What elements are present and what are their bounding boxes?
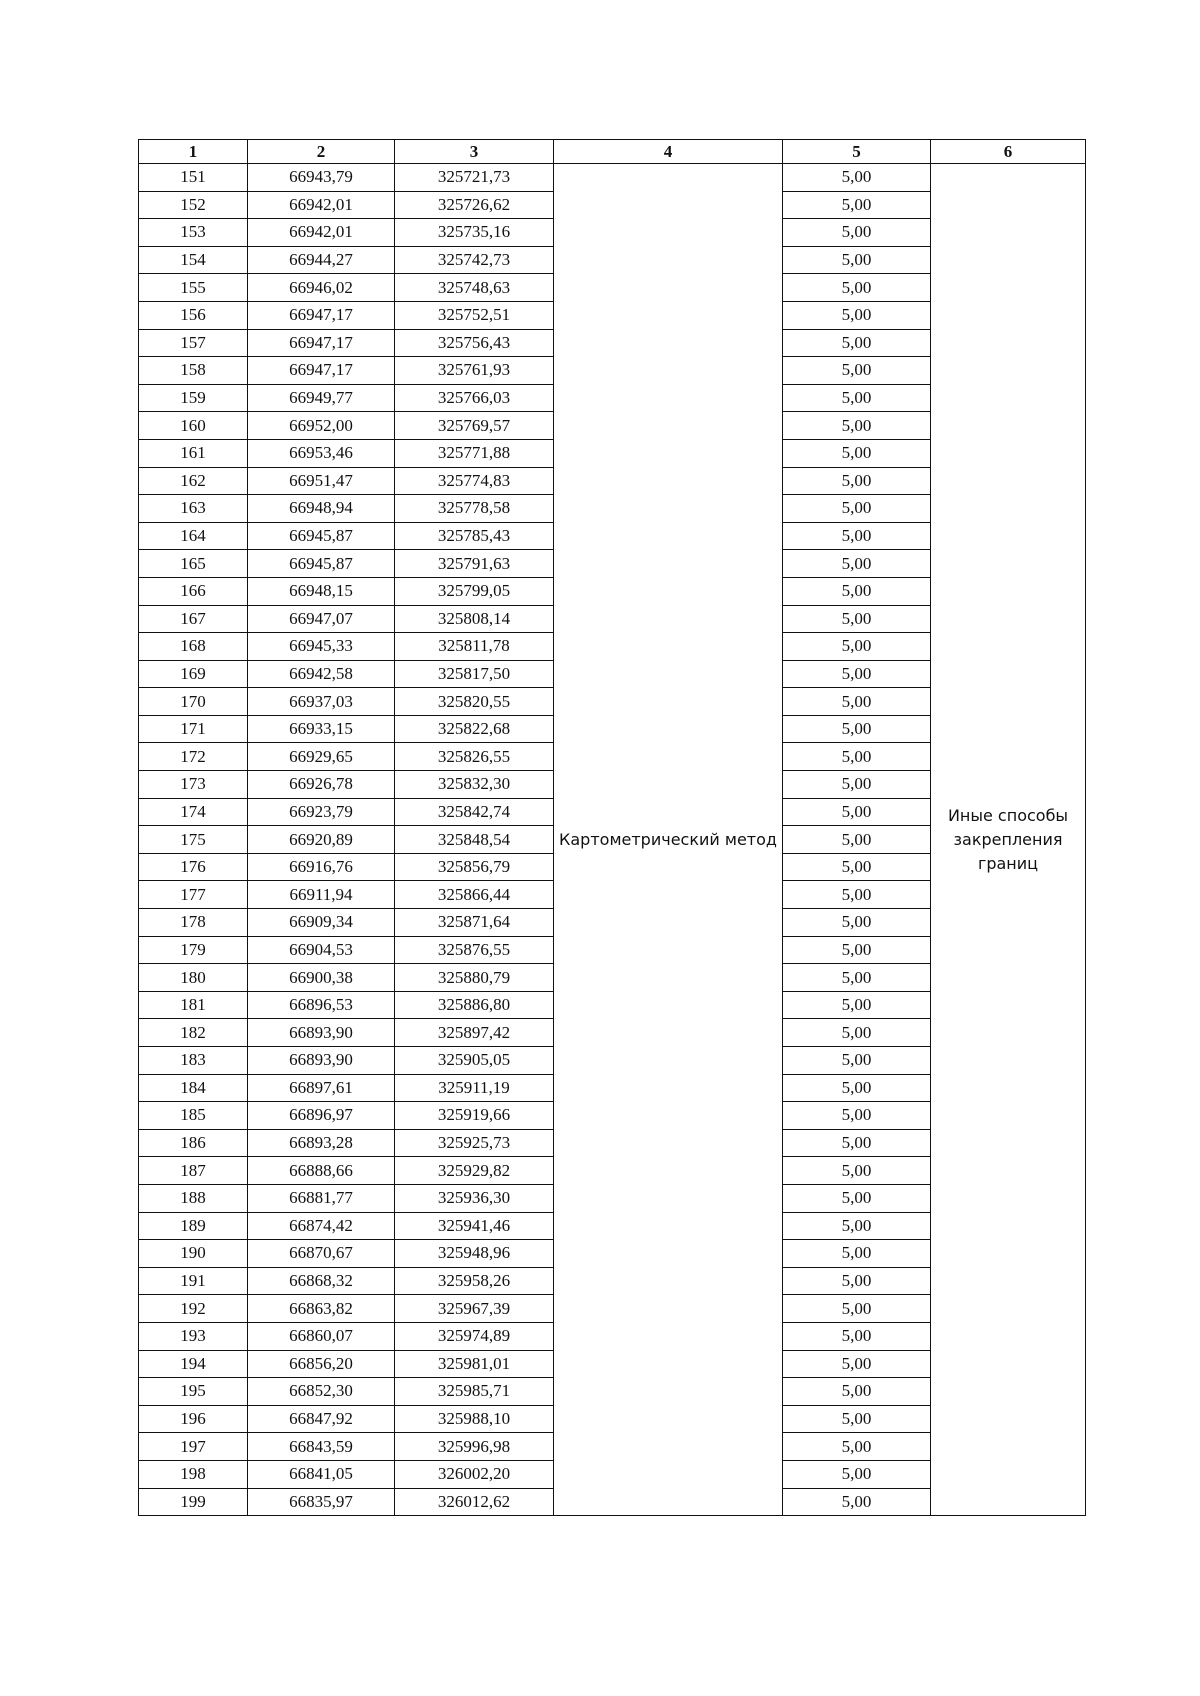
accuracy-cell: 5,00 bbox=[783, 1433, 931, 1461]
y-coordinate-cell: 325981,01 bbox=[395, 1350, 554, 1378]
x-coordinate-cell: 66893,90 bbox=[248, 1047, 395, 1075]
x-coordinate-cell: 66937,03 bbox=[248, 688, 395, 716]
x-coordinate-cell: 66942,01 bbox=[248, 191, 395, 219]
y-coordinate-cell: 325799,05 bbox=[395, 577, 554, 605]
y-coordinate-cell: 325826,55 bbox=[395, 743, 554, 771]
point-number-cell: 196 bbox=[139, 1405, 248, 1433]
accuracy-cell: 5,00 bbox=[783, 384, 931, 412]
accuracy-cell: 5,00 bbox=[783, 936, 931, 964]
x-coordinate-cell: 66841,05 bbox=[248, 1460, 395, 1488]
point-number-cell: 168 bbox=[139, 633, 248, 661]
accuracy-cell: 5,00 bbox=[783, 853, 931, 881]
header-col-5: 5 bbox=[783, 140, 931, 164]
point-number-cell: 176 bbox=[139, 853, 248, 881]
x-coordinate-cell: 66860,07 bbox=[248, 1322, 395, 1350]
y-coordinate-cell: 325911,19 bbox=[395, 1074, 554, 1102]
y-coordinate-cell: 325774,83 bbox=[395, 467, 554, 495]
point-number-cell: 171 bbox=[139, 715, 248, 743]
point-number-cell: 161 bbox=[139, 439, 248, 467]
accuracy-cell: 5,00 bbox=[783, 1184, 931, 1212]
accuracy-cell: 5,00 bbox=[783, 577, 931, 605]
y-coordinate-cell: 325948,96 bbox=[395, 1240, 554, 1268]
accuracy-cell: 5,00 bbox=[783, 688, 931, 716]
y-coordinate-cell: 325735,16 bbox=[395, 219, 554, 247]
y-coordinate-cell: 325842,74 bbox=[395, 798, 554, 826]
point-number-cell: 183 bbox=[139, 1047, 248, 1075]
x-coordinate-cell: 66856,20 bbox=[248, 1350, 395, 1378]
y-coordinate-cell: 325848,54 bbox=[395, 826, 554, 854]
accuracy-cell: 5,00 bbox=[783, 1488, 931, 1516]
point-number-cell: 197 bbox=[139, 1433, 248, 1461]
point-number-cell: 178 bbox=[139, 909, 248, 937]
x-coordinate-cell: 66896,53 bbox=[248, 991, 395, 1019]
x-coordinate-cell: 66945,33 bbox=[248, 633, 395, 661]
accuracy-cell: 5,00 bbox=[783, 495, 931, 523]
point-number-cell: 153 bbox=[139, 219, 248, 247]
y-coordinate-cell: 325820,55 bbox=[395, 688, 554, 716]
accuracy-cell: 5,00 bbox=[783, 219, 931, 247]
point-number-cell: 162 bbox=[139, 467, 248, 495]
accuracy-cell: 5,00 bbox=[783, 1322, 931, 1350]
y-coordinate-cell: 325919,66 bbox=[395, 1102, 554, 1130]
y-coordinate-cell: 325866,44 bbox=[395, 881, 554, 909]
x-coordinate-cell: 66953,46 bbox=[248, 439, 395, 467]
point-number-cell: 159 bbox=[139, 384, 248, 412]
y-coordinate-cell: 325958,26 bbox=[395, 1267, 554, 1295]
x-coordinate-cell: 66947,07 bbox=[248, 605, 395, 633]
table-body bbox=[139, 164, 1086, 1516]
accuracy-cell: 5,00 bbox=[783, 467, 931, 495]
y-coordinate-cell: 325876,55 bbox=[395, 936, 554, 964]
point-number-cell: 180 bbox=[139, 964, 248, 992]
accuracy-cell: 5,00 bbox=[783, 191, 931, 219]
point-number-cell: 155 bbox=[139, 274, 248, 302]
x-coordinate-cell: 66847,92 bbox=[248, 1405, 395, 1433]
x-coordinate-cell: 66947,17 bbox=[248, 329, 395, 357]
y-coordinate-cell: 325822,68 bbox=[395, 715, 554, 743]
accuracy-cell: 5,00 bbox=[783, 1267, 931, 1295]
y-coordinate-cell: 325785,43 bbox=[395, 522, 554, 550]
y-coordinate-cell: 325761,93 bbox=[395, 357, 554, 385]
accuracy-cell: 5,00 bbox=[783, 1212, 931, 1240]
accuracy-cell: 5,00 bbox=[783, 1240, 931, 1268]
y-coordinate-cell: 325766,03 bbox=[395, 384, 554, 412]
y-coordinate-cell: 325988,10 bbox=[395, 1405, 554, 1433]
accuracy-cell: 5,00 bbox=[783, 771, 931, 799]
header-col-1: 1 bbox=[139, 140, 248, 164]
accuracy-cell: 5,00 bbox=[783, 964, 931, 992]
accuracy-cell: 5,00 bbox=[783, 550, 931, 578]
y-coordinate-cell: 325778,58 bbox=[395, 495, 554, 523]
table-header-row bbox=[139, 140, 1086, 164]
point-number-cell: 173 bbox=[139, 771, 248, 799]
accuracy-cell: 5,00 bbox=[783, 826, 931, 854]
point-number-cell: 174 bbox=[139, 798, 248, 826]
header-col-3: 3 bbox=[395, 140, 554, 164]
accuracy-cell: 5,00 bbox=[783, 1405, 931, 1433]
y-coordinate-cell: 325985,71 bbox=[395, 1378, 554, 1406]
accuracy-cell: 5,00 bbox=[783, 1047, 931, 1075]
y-coordinate-cell: 325832,30 bbox=[395, 771, 554, 799]
accuracy-cell: 5,00 bbox=[783, 605, 931, 633]
x-coordinate-cell: 66923,79 bbox=[248, 798, 395, 826]
y-coordinate-cell: 325967,39 bbox=[395, 1295, 554, 1323]
y-coordinate-cell: 325771,88 bbox=[395, 439, 554, 467]
point-number-cell: 190 bbox=[139, 1240, 248, 1268]
y-coordinate-cell: 325974,89 bbox=[395, 1322, 554, 1350]
x-coordinate-cell: 66843,59 bbox=[248, 1433, 395, 1461]
point-number-cell: 166 bbox=[139, 577, 248, 605]
accuracy-cell: 5,00 bbox=[783, 274, 931, 302]
point-number-cell: 156 bbox=[139, 301, 248, 329]
x-coordinate-cell: 66868,32 bbox=[248, 1267, 395, 1295]
accuracy-cell: 5,00 bbox=[783, 1460, 931, 1488]
x-coordinate-cell: 66870,67 bbox=[248, 1240, 395, 1268]
y-coordinate-cell: 325897,42 bbox=[395, 1019, 554, 1047]
accuracy-cell: 5,00 bbox=[783, 1378, 931, 1406]
y-coordinate-cell: 325756,43 bbox=[395, 329, 554, 357]
x-coordinate-cell: 66897,61 bbox=[248, 1074, 395, 1102]
x-coordinate-cell: 66916,76 bbox=[248, 853, 395, 881]
accuracy-cell: 5,00 bbox=[783, 1102, 931, 1130]
point-number-cell: 170 bbox=[139, 688, 248, 716]
point-number-cell: 199 bbox=[139, 1488, 248, 1516]
accuracy-cell: 5,00 bbox=[783, 1129, 931, 1157]
header-col-4: 4 bbox=[554, 140, 783, 164]
point-number-cell: 198 bbox=[139, 1460, 248, 1488]
x-coordinate-cell: 66893,90 bbox=[248, 1019, 395, 1047]
x-coordinate-cell: 66909,34 bbox=[248, 909, 395, 937]
x-coordinate-cell: 66926,78 bbox=[248, 771, 395, 799]
point-number-cell: 167 bbox=[139, 605, 248, 633]
accuracy-cell: 5,00 bbox=[783, 991, 931, 1019]
accuracy-cell: 5,00 bbox=[783, 1157, 931, 1185]
x-coordinate-cell: 66948,94 bbox=[248, 495, 395, 523]
y-coordinate-cell: 325817,50 bbox=[395, 660, 554, 688]
y-coordinate-cell: 326012,62 bbox=[395, 1488, 554, 1516]
x-coordinate-cell: 66943,79 bbox=[248, 164, 395, 192]
point-number-cell: 181 bbox=[139, 991, 248, 1019]
point-number-cell: 182 bbox=[139, 1019, 248, 1047]
point-number-cell: 191 bbox=[139, 1267, 248, 1295]
point-number-cell: 194 bbox=[139, 1350, 248, 1378]
x-coordinate-cell: 66904,53 bbox=[248, 936, 395, 964]
x-coordinate-cell: 66951,47 bbox=[248, 467, 395, 495]
point-number-cell: 158 bbox=[139, 357, 248, 385]
x-coordinate-cell: 66952,00 bbox=[248, 412, 395, 440]
point-number-cell: 175 bbox=[139, 826, 248, 854]
accuracy-cell: 5,00 bbox=[783, 164, 931, 192]
accuracy-cell: 5,00 bbox=[783, 798, 931, 826]
table-row bbox=[139, 164, 1086, 192]
point-number-cell: 157 bbox=[139, 329, 248, 357]
x-coordinate-cell: 66945,87 bbox=[248, 522, 395, 550]
y-coordinate-cell: 325748,63 bbox=[395, 274, 554, 302]
accuracy-cell: 5,00 bbox=[783, 412, 931, 440]
x-coordinate-cell: 66942,58 bbox=[248, 660, 395, 688]
y-coordinate-cell: 325752,51 bbox=[395, 301, 554, 329]
header-col-6: 6 bbox=[931, 140, 1086, 164]
y-coordinate-cell: 325742,73 bbox=[395, 246, 554, 274]
y-coordinate-cell: 325808,14 bbox=[395, 605, 554, 633]
y-coordinate-cell: 325769,57 bbox=[395, 412, 554, 440]
x-coordinate-cell: 66900,38 bbox=[248, 964, 395, 992]
y-coordinate-cell: 325905,05 bbox=[395, 1047, 554, 1075]
point-number-cell: 179 bbox=[139, 936, 248, 964]
y-coordinate-cell: 326002,20 bbox=[395, 1460, 554, 1488]
x-coordinate-cell: 66881,77 bbox=[248, 1184, 395, 1212]
point-number-cell: 186 bbox=[139, 1129, 248, 1157]
accuracy-cell: 5,00 bbox=[783, 909, 931, 937]
x-coordinate-cell: 66942,01 bbox=[248, 219, 395, 247]
x-coordinate-cell: 66893,28 bbox=[248, 1129, 395, 1157]
y-coordinate-cell: 325925,73 bbox=[395, 1129, 554, 1157]
x-coordinate-cell: 66920,89 bbox=[248, 826, 395, 854]
accuracy-cell: 5,00 bbox=[783, 881, 931, 909]
x-coordinate-cell: 66863,82 bbox=[248, 1295, 395, 1323]
x-coordinate-cell: 66911,94 bbox=[248, 881, 395, 909]
coordinates-table bbox=[138, 139, 1086, 1516]
y-coordinate-cell: 325936,30 bbox=[395, 1184, 554, 1212]
point-number-cell: 189 bbox=[139, 1212, 248, 1240]
fixing-method-cell: Иные способы закрепления границ bbox=[931, 164, 1086, 1516]
y-coordinate-cell: 325880,79 bbox=[395, 964, 554, 992]
accuracy-cell: 5,00 bbox=[783, 1295, 931, 1323]
x-coordinate-cell: 66874,42 bbox=[248, 1212, 395, 1240]
x-coordinate-cell: 66888,66 bbox=[248, 1157, 395, 1185]
point-number-cell: 163 bbox=[139, 495, 248, 523]
y-coordinate-cell: 325811,78 bbox=[395, 633, 554, 661]
point-number-cell: 188 bbox=[139, 1184, 248, 1212]
x-coordinate-cell: 66852,30 bbox=[248, 1378, 395, 1406]
point-number-cell: 164 bbox=[139, 522, 248, 550]
point-number-cell: 195 bbox=[139, 1378, 248, 1406]
accuracy-cell: 5,00 bbox=[783, 246, 931, 274]
header-col-2: 2 bbox=[248, 140, 395, 164]
y-coordinate-cell: 325791,63 bbox=[395, 550, 554, 578]
x-coordinate-cell: 66949,77 bbox=[248, 384, 395, 412]
method-cell: Картометрический метод bbox=[554, 164, 783, 1516]
point-number-cell: 193 bbox=[139, 1322, 248, 1350]
accuracy-cell: 5,00 bbox=[783, 301, 931, 329]
accuracy-cell: 5,00 bbox=[783, 522, 931, 550]
accuracy-cell: 5,00 bbox=[783, 633, 931, 661]
accuracy-cell: 5,00 bbox=[783, 1019, 931, 1047]
point-number-cell: 169 bbox=[139, 660, 248, 688]
x-coordinate-cell: 66835,97 bbox=[248, 1488, 395, 1516]
accuracy-cell: 5,00 bbox=[783, 743, 931, 771]
x-coordinate-cell: 66933,15 bbox=[248, 715, 395, 743]
y-coordinate-cell: 325886,80 bbox=[395, 991, 554, 1019]
y-coordinate-cell: 325856,79 bbox=[395, 853, 554, 881]
point-number-cell: 165 bbox=[139, 550, 248, 578]
x-coordinate-cell: 66896,97 bbox=[248, 1102, 395, 1130]
x-coordinate-cell: 66948,15 bbox=[248, 577, 395, 605]
y-coordinate-cell: 325941,46 bbox=[395, 1212, 554, 1240]
x-coordinate-cell: 66947,17 bbox=[248, 357, 395, 385]
accuracy-cell: 5,00 bbox=[783, 660, 931, 688]
point-number-cell: 160 bbox=[139, 412, 248, 440]
accuracy-cell: 5,00 bbox=[783, 439, 931, 467]
accuracy-cell: 5,00 bbox=[783, 715, 931, 743]
accuracy-cell: 5,00 bbox=[783, 1350, 931, 1378]
y-coordinate-cell: 325871,64 bbox=[395, 909, 554, 937]
x-coordinate-cell: 66929,65 bbox=[248, 743, 395, 771]
point-number-cell: 184 bbox=[139, 1074, 248, 1102]
accuracy-cell: 5,00 bbox=[783, 357, 931, 385]
point-number-cell: 192 bbox=[139, 1295, 248, 1323]
x-coordinate-cell: 66946,02 bbox=[248, 274, 395, 302]
point-number-cell: 151 bbox=[139, 164, 248, 192]
accuracy-cell: 5,00 bbox=[783, 329, 931, 357]
point-number-cell: 187 bbox=[139, 1157, 248, 1185]
point-number-cell: 152 bbox=[139, 191, 248, 219]
x-coordinate-cell: 66944,27 bbox=[248, 246, 395, 274]
point-number-cell: 177 bbox=[139, 881, 248, 909]
point-number-cell: 154 bbox=[139, 246, 248, 274]
y-coordinate-cell: 325721,73 bbox=[395, 164, 554, 192]
y-coordinate-cell: 325929,82 bbox=[395, 1157, 554, 1185]
y-coordinate-cell: 325996,98 bbox=[395, 1433, 554, 1461]
x-coordinate-cell: 66945,87 bbox=[248, 550, 395, 578]
point-number-cell: 185 bbox=[139, 1102, 248, 1130]
y-coordinate-cell: 325726,62 bbox=[395, 191, 554, 219]
point-number-cell: 172 bbox=[139, 743, 248, 771]
x-coordinate-cell: 66947,17 bbox=[248, 301, 395, 329]
accuracy-cell: 5,00 bbox=[783, 1074, 931, 1102]
